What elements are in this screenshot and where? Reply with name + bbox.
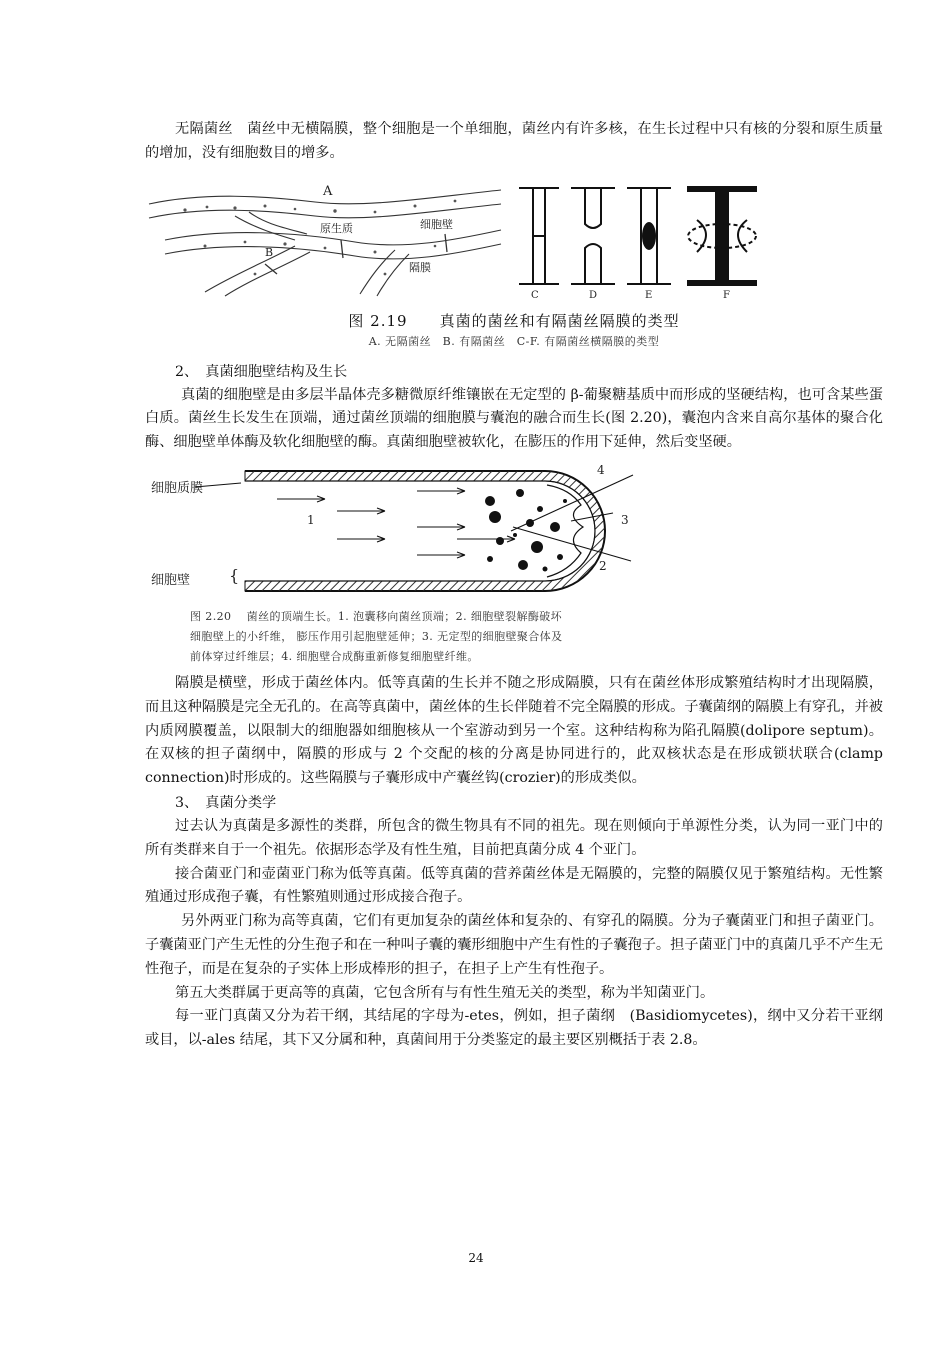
label-c: C	[531, 289, 539, 301]
label-septum: 隔膜	[409, 260, 431, 274]
figure-2-19-subcaption: A. 无隔菌丝 B. 有隔菌丝 C-F. 有隔菌丝横隔膜的类型	[368, 334, 660, 348]
hyphal-tip-drawing	[145, 461, 883, 601]
paragraph-septum: 隔膜是横壁，形成于菌丝体内。低等真菌的生长并不随之形成隔膜，只有在菌丝体形成繁殖结构时才出现隔膜，而且这种隔膜是完全无孔的。在高等真菌中，菌丝体的生长伴随着不完全隔膜的形成。子囊菌纲的隔膜上有穿孔，并被内质网膜覆盖，以限制大的细胞器如细胞核从一个室游动到另一个室。这种结构称为陷孔隔膜(dolipore septum)。在双核的担子菌纲中，隔膜的形成与 2 个交配的核的分离是协同进行的，此双核状态是在形成锁状联合(clamp connection)时形成的。这些隔膜与子囊形成中产囊丝钩(crozier)的形成类似。	[145, 674, 883, 787]
label-cell-wall: 细胞壁	[420, 217, 453, 231]
hyphae-drawing	[145, 182, 505, 300]
figure-2-19-caption: 图 2.19 真菌的菌丝和有隔菌丝隔膜的类型	[348, 311, 680, 330]
label-d: D	[589, 289, 598, 301]
paragraph-aseptate-hyphae: 无隔菌丝 菌丝中无横隔膜，整个细胞是一个单细胞，菌丝内有许多核，在生长过程中只有核的分裂和原生质量的增加，没有细胞数目的增多。	[145, 121, 883, 161]
label-e: E	[645, 289, 653, 301]
page-number: 24	[468, 1251, 484, 1265]
label-1: 1	[307, 512, 315, 527]
label-protoplasm: 原生质	[320, 221, 353, 235]
paragraph-fifth-group: 第五大类群属于更高等的真菌，它包含所有与有性生殖无关的类型，称为半知菌亚门。	[175, 984, 715, 1001]
septum-types-drawing	[515, 184, 771, 288]
paragraph-classification: 每一亚门真菌又分为若干纲，其结尾的字母为-etes，例如，担子菌纲 (Basidiomycetes)，纲中又分若干亚纲或目，以-ales 结尾，其下又分属和种，真菌间用于分类鉴定的最主要区别概括于表 2.8。	[145, 1008, 883, 1049]
label-b: B	[265, 245, 274, 259]
label-3: 3	[621, 512, 629, 527]
label-4: 4	[597, 462, 605, 477]
heading-taxonomy: 3、 真菌分类学	[175, 794, 277, 811]
label-cell-wall-tip: 细胞壁	[151, 572, 191, 588]
label-2: 2	[599, 558, 607, 573]
label-plasma-membrane: 细胞质膜	[151, 480, 204, 496]
figure-2-20-caption-line: 细胞壁上的小纤维， 膨压作用引起胞壁延伸；3. 无定型的细胞壁聚合体及	[190, 629, 563, 643]
paragraph-cell-wall: 真菌的细胞壁是由多层半晶体壳多糖微原纤维镶嵌在无定型的 β-葡聚糖基质中而形成的坚硬结构，也可含某些蛋白质。菌丝生长发生在顶端，通过菌丝顶端的细胞膜与囊泡的融合而生长(图 2.20)，囊泡内含来自高尔基体的聚合化酶、细胞壁单体酶及软化细胞壁的酶。真菌细胞壁被软化，在膨压的作用下延伸，然后变坚硬。	[145, 386, 883, 451]
figure-2-20	[145, 461, 883, 672]
paragraph-higher-fungi: 另外两亚门称为高等真菌，它们有更加复杂的菌丝体和复杂的、有穿孔的隔膜。分为子囊菌亚门和担子菌亚门。子囊菌亚门产生无性的分生孢子和在一种叫子囊的囊形细胞中产生有性的子囊孢子。担子菌亚门中的真菌几乎不产生无性孢子，而是在复杂的子实体上形成棒形的担子，在担子上产生有性孢子。	[145, 913, 883, 977]
figure-2-20-caption-line: 前体穿过纤维层；4. 细胞壁合成酶重新修复细胞壁纤维。	[190, 649, 479, 663]
paragraph-origin: 过去认为真菌是多源性的类群，所包含的微生物具有不同的祖先。现在则倾向于单源性分类，认为同一亚门中的所有类群来自于一个祖先。依据形态学及有性生殖，目前把真菌分成 4 个亚门。	[145, 817, 883, 858]
figure-2-20-caption-line: 图 2.20 菌丝的顶端生长。1. 泡囊移向菌丝顶端；2. 细胞壁裂解酶破坏	[190, 609, 563, 623]
figure-2-20-caption	[190, 607, 790, 667]
label-f: F	[723, 289, 730, 301]
label-a: A	[323, 183, 333, 199]
page-body	[145, 118, 883, 1053]
figure-2-19	[145, 182, 883, 360]
label-brace: {	[229, 565, 240, 585]
heading-cell-wall: 2、 真菌细胞壁结构及生长	[175, 363, 348, 380]
paragraph-lower-fungi: 接合菌亚门和壶菌亚门称为低等真菌。低等真菌的营养菌丝体是无隔膜的，完整的隔膜仅见于繁殖结构。无性繁殖通过形成孢子囊，有性繁殖则通过形成接合孢子。	[145, 865, 883, 906]
